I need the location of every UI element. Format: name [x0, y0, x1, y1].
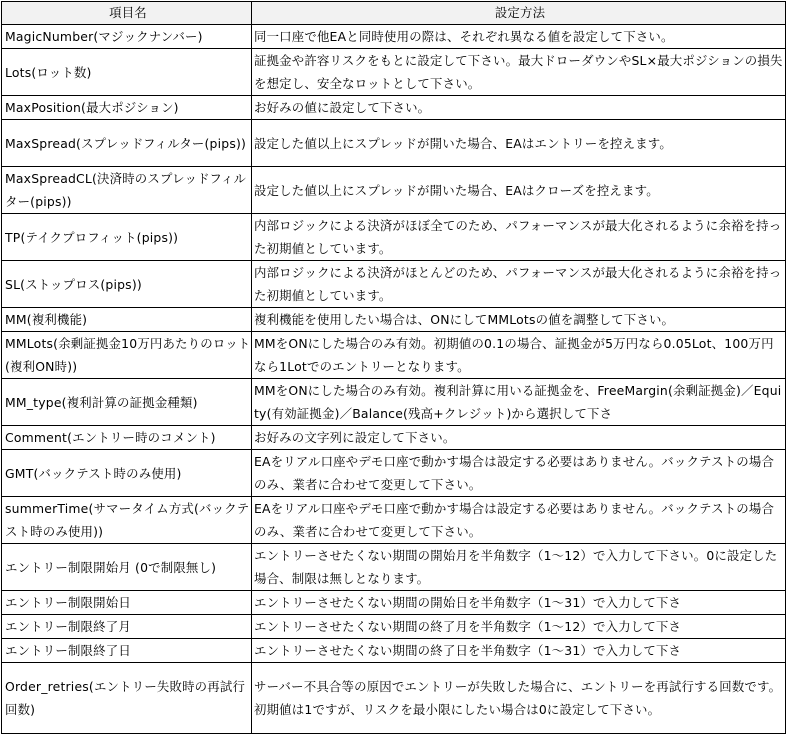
table-row-entry-start-day [2, 591, 786, 615]
table-row-summertime [2, 497, 786, 544]
setting-desc-cell: 内部ロジックによる決済がほぼ全てのため、パフォーマンスが最大化されるように余裕を持った初期値としています。 [252, 214, 786, 261]
setting-desc-cell: EAをリアル口座やデモ口座で動かす場合は設定する必要はありません。バックテストの場合のみ、業者に合わせて変更して下さい。 [252, 450, 786, 497]
setting-desc-cell: お好みの文字列に設定して下さい。 [252, 426, 786, 450]
setting-desc-cell: 複利機能を使用したい場合は、ONにしてMMLotsの値を調整して下さい。 [252, 308, 786, 332]
setting-desc-cell: エントリーさせたくない期間の開始月を半角数字（1～12）で入力して下さい。0に設定した場合、制限は無しとなります。 [252, 544, 786, 591]
setting-desc-cell: サーバー不具合等の原因でエントリーが失敗した場合に、エントリーを再試行する回数です。初期値は1ですが、リスクを最小限にしたい場合は0に設定して下さい。 [252, 663, 786, 734]
setting-desc-cell: MMをONにした場合のみ有効。初期値の0.1の場合、証拠金が5万円なら0.05Lot、100万円なら1Lotでのエントリーとなります。 [252, 332, 786, 379]
item-name-cell: summerTime(サマータイム方式(バックテスト時のみ使用)) [2, 497, 252, 544]
header-row [2, 2, 786, 25]
item-name-cell: GMT(バックテスト時のみ使用) [2, 450, 252, 497]
item-name-cell: エントリー制限終了日 [2, 639, 252, 663]
setting-desc-cell: 内部ロジックによる決済がほとんどのため、パフォーマンスが最大化されるように余裕を持った初期値としています。 [252, 261, 786, 308]
table-row-tp [2, 214, 786, 261]
item-name-cell: MaxSpread(スプレッドフィルター(pips)) [2, 120, 252, 167]
table-row-order-retries [2, 663, 786, 734]
item-name-cell: Order_retries(エントリー失敗時の再試行回数) [2, 663, 252, 734]
table-row-mm [2, 308, 786, 332]
table-row-gmt [2, 450, 786, 497]
item-name-cell: MM_type(複利計算の証拠金種類) [2, 379, 252, 426]
item-name-cell: MagicNumber(マジックナンバー) [2, 25, 252, 49]
table-row-lots [2, 49, 786, 96]
item-name-cell: MMLots(余剰証拠金10万円あたりのロット(複利ON時)) [2, 332, 252, 379]
table-row-entry-end-month [2, 615, 786, 639]
table-row-maxspreadcl [2, 167, 786, 214]
item-name-cell: SL(ストップロス(pips)) [2, 261, 252, 308]
setting-desc-cell: エントリーさせたくない期間の開始日を半角数字（1～31）で入力して下さ [252, 591, 786, 615]
setting-desc-cell: 証拠金や許容リスクをもとに設定して下さい。最大ドローダウンやSL×最大ポジションの損失を想定し、安全なロットとして下さい。 [252, 49, 786, 96]
item-name-cell: MM(複利機能) [2, 308, 252, 332]
table-row-entry-start-month [2, 544, 786, 591]
settings-table [1, 1, 786, 734]
setting-desc-cell: MMをONにした場合のみ有効。複利計算に用いる証拠金を、FreeMargin(余剰証拠金)／Equity(有効証拠金)／Balance(残高+クレジット)から選択して下さ [252, 379, 786, 426]
table-row-mmlots [2, 332, 786, 379]
setting-desc-cell: 同一口座で他EAと同時使用の際は、それぞれ異なる値を設定して下さい。 [252, 25, 786, 49]
header-item-name: 項目名 [2, 2, 252, 25]
table-row-mm-type [2, 379, 786, 426]
header-setting-method: 設定方法 [252, 2, 786, 25]
item-name-cell: エントリー制限開始日 [2, 591, 252, 615]
table-row-comment [2, 426, 786, 450]
setting-desc-cell: エントリーさせたくない期間の終了月を半角数字（1～12）で入力して下さ [252, 615, 786, 639]
item-name-cell: Comment(エントリー時のコメント) [2, 426, 252, 450]
table-row-maxspread [2, 120, 786, 167]
item-name-cell: Lots(ロット数) [2, 49, 252, 96]
setting-desc-cell: EAをリアル口座やデモ口座で動かす場合は設定する必要はありません。バックテストの場合のみ、業者に合わせて変更して下さい。 [252, 497, 786, 544]
item-name-cell: MaxSpreadCL(決済時のスプレッドフィルター(pips)) [2, 167, 252, 214]
setting-desc-cell: 設定した値以上にスプレッドが開いた場合、EAはクローズを控えます。 [252, 167, 786, 214]
setting-desc-cell: エントリーさせたくない期間の終了日を半角数字（1～31）で入力して下さ [252, 639, 786, 663]
table-row-entry-end-day [2, 639, 786, 663]
table-row-maxposition [2, 96, 786, 120]
table-row-magicnumber [2, 25, 786, 49]
item-name-cell: エントリー制限終了月 [2, 615, 252, 639]
item-name-cell: TP(テイクプロフィット(pips)) [2, 214, 252, 261]
setting-desc-cell: お好みの値に設定して下さい。 [252, 96, 786, 120]
setting-desc-cell: 設定した値以上にスプレッドが開いた場合、EAはエントリーを控えます。 [252, 120, 786, 167]
table-row-sl [2, 261, 786, 308]
item-name-cell: MaxPosition(最大ポジション) [2, 96, 252, 120]
item-name-cell: エントリー制限開始月 (0で制限無し) [2, 544, 252, 591]
